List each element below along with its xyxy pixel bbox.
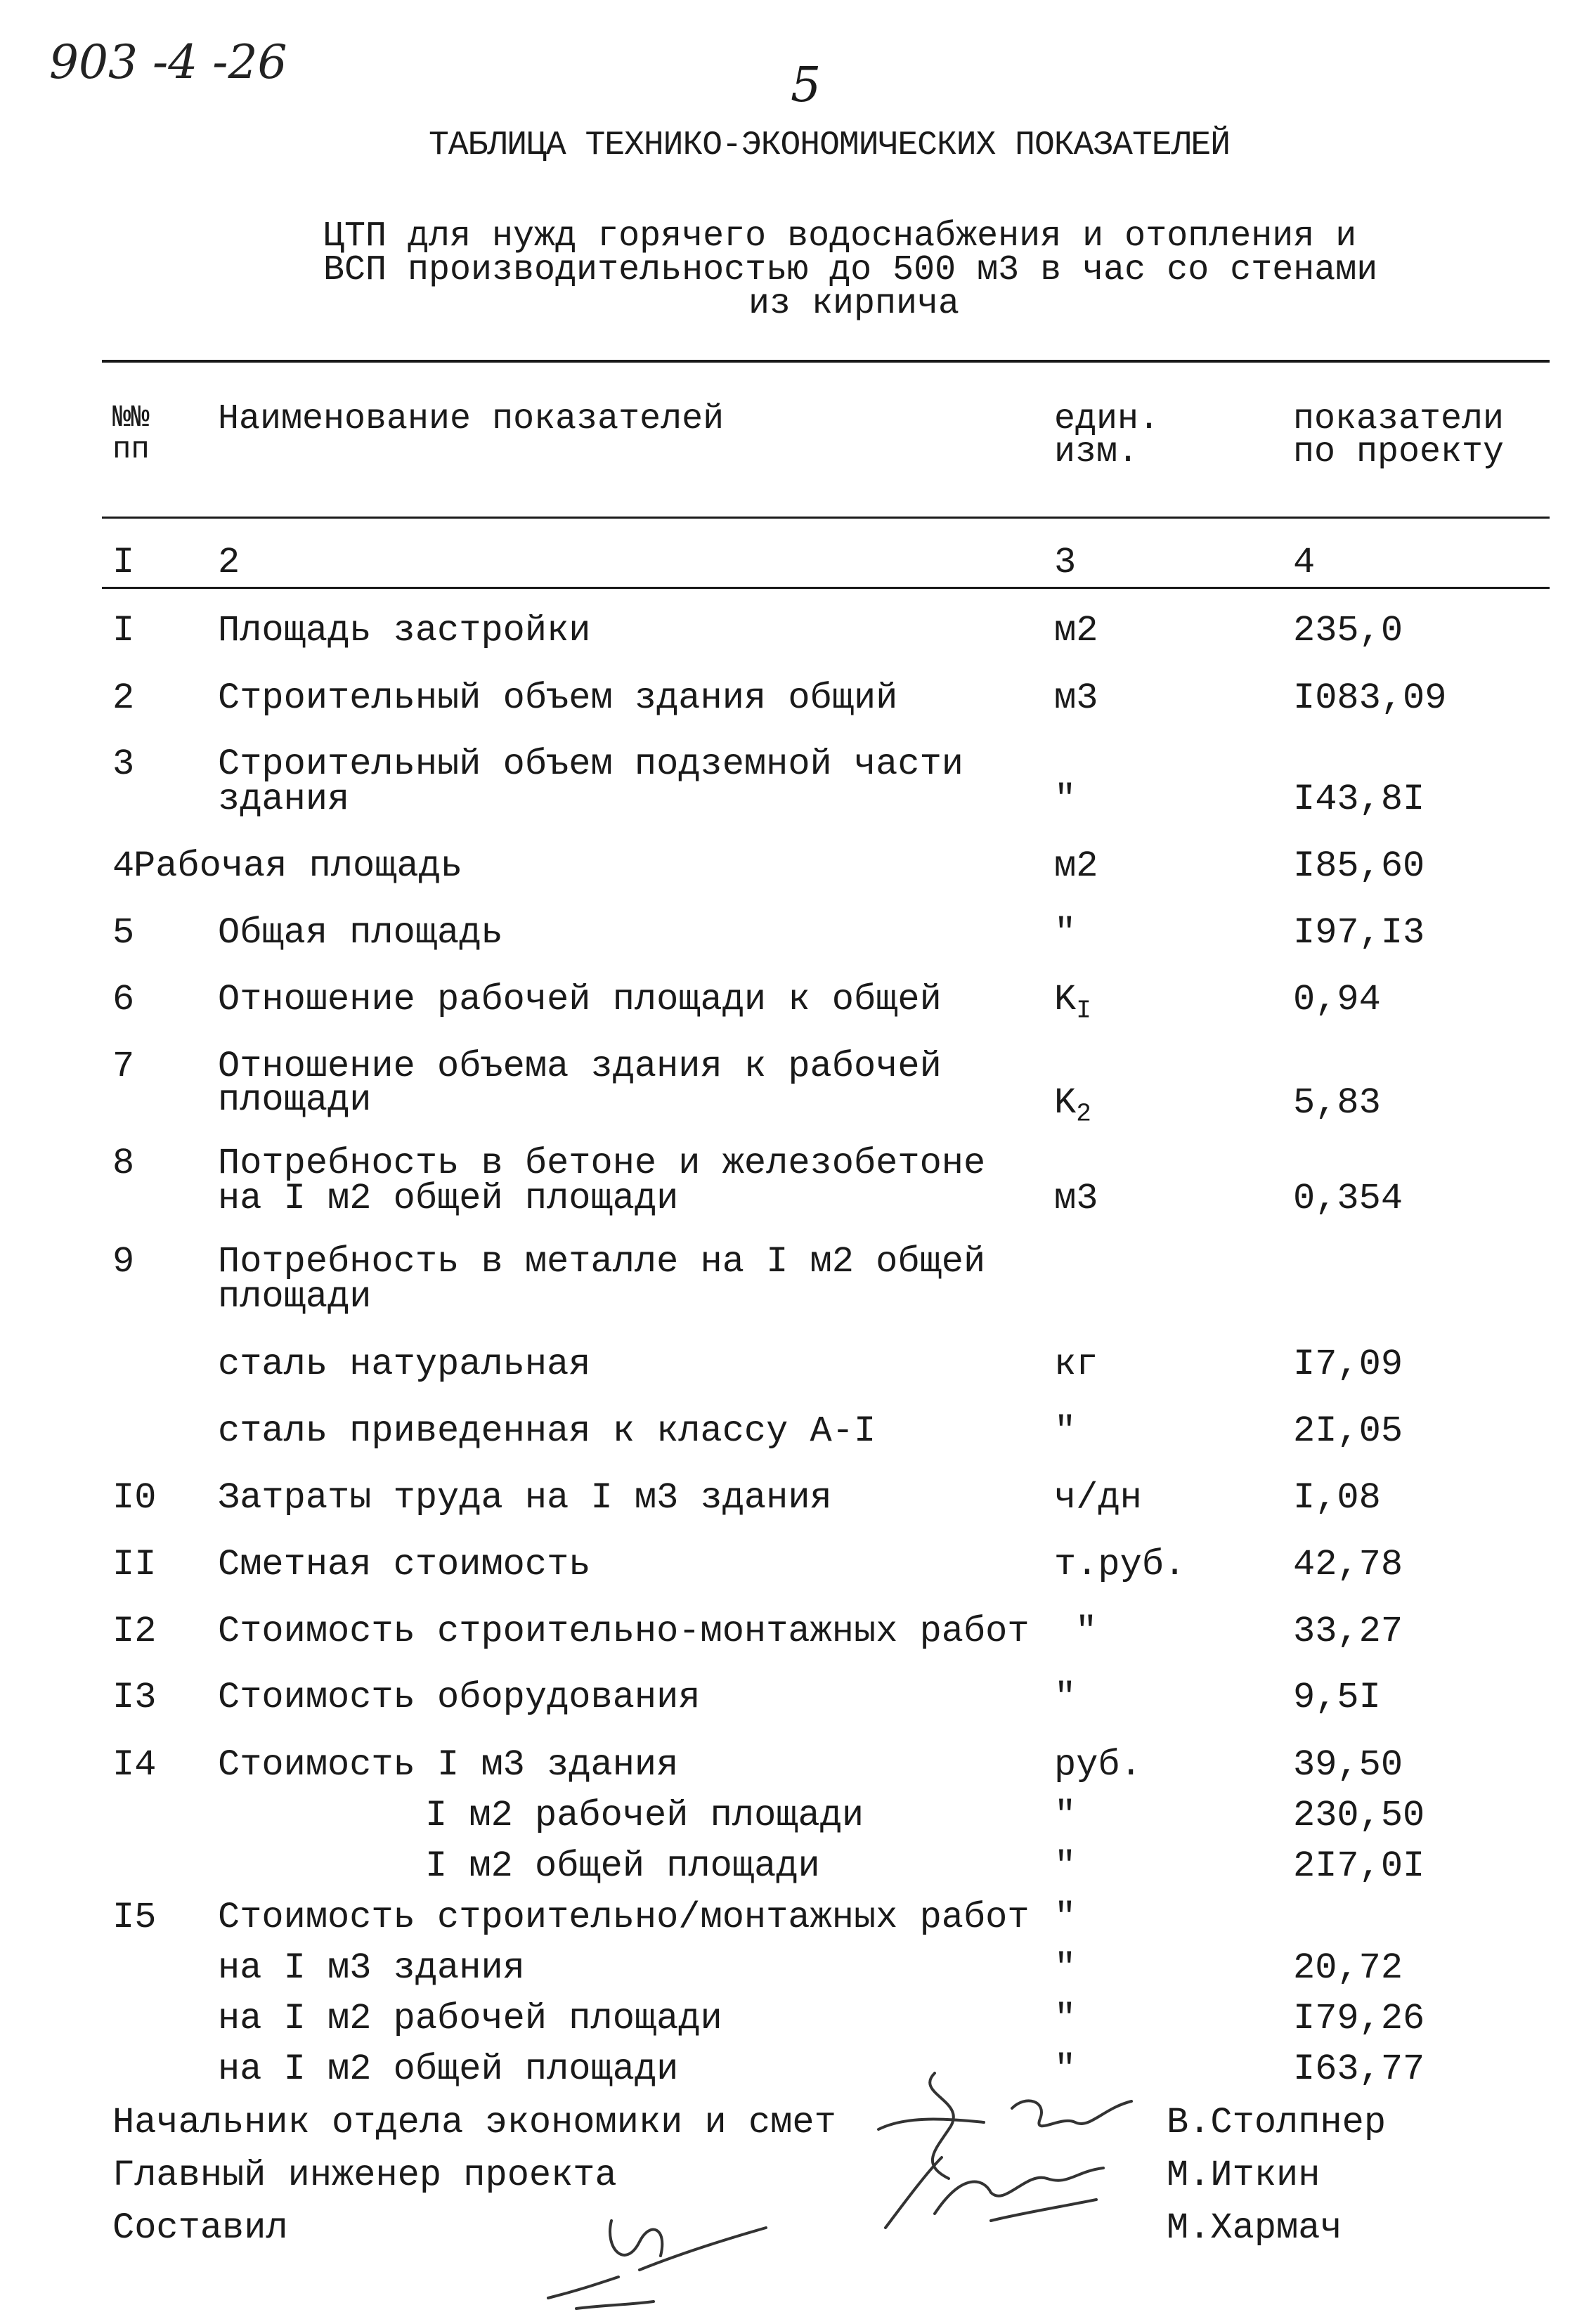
- row-num: I5: [112, 1897, 157, 1938]
- row-value: 230,50: [1293, 1795, 1425, 1836]
- unit-k-subscript: I: [1076, 996, 1091, 1025]
- row-num: I: [112, 610, 135, 651]
- table-header-rule: [102, 517, 1550, 519]
- row-unit: ": [1054, 1998, 1077, 2039]
- row-unit: ч/дн: [1054, 1477, 1142, 1519]
- row-name: Стоимость оборудования: [218, 1677, 701, 1718]
- row-value: 0,94: [1293, 979, 1381, 1020]
- row-value: I43,8I: [1293, 779, 1425, 820]
- row-unit: м3: [1054, 1178, 1098, 1219]
- row-name: Сметная стоимость: [218, 1544, 591, 1585]
- row-value: 5,83: [1293, 1082, 1381, 1124]
- row-unit: руб.: [1054, 1744, 1142, 1786]
- row-name: Потребность в металле на I м2 общей: [218, 1241, 986, 1283]
- unit-k: K: [1054, 979, 1077, 1020]
- row-value: I97,I3: [1293, 912, 1425, 954]
- subtitle-line-1: ЦТП для нужд горячего водоснабжения и отопления и: [323, 216, 1357, 257]
- signatory-name: М.Хармач: [1167, 2207, 1342, 2249]
- row-value: I79,26: [1293, 1998, 1425, 2039]
- row-num: I2: [112, 1611, 157, 1652]
- column-number: 4: [1293, 542, 1316, 583]
- signatory-name: В.Столпнер: [1167, 2102, 1387, 2143]
- signatory-role: Начальник отдела экономики и смет: [112, 2102, 836, 2143]
- row-num: 5: [112, 912, 135, 954]
- row-name: Площадь застройки: [218, 610, 591, 651]
- row-name: Строительный объем подземной части: [218, 744, 963, 785]
- row-name: Рабочая площадь: [134, 845, 463, 887]
- header-value-2: по проекту: [1293, 432, 1505, 472]
- row-num: 3: [112, 744, 135, 785]
- column-number: 2: [218, 542, 240, 583]
- row-name: сталь натуральная: [218, 1344, 591, 1385]
- signatory-role: Составил: [112, 2207, 288, 2249]
- row-name: сталь приведенная к классу А-I: [218, 1410, 876, 1452]
- row-num: I4: [112, 1744, 157, 1786]
- row-unit: т.руб.: [1054, 1544, 1186, 1585]
- row-unit-k: [1054, 1082, 1091, 1132]
- row-name: на I м2 общей площади: [218, 2049, 679, 2090]
- signatory-role: Главный инженер проекта: [112, 2155, 617, 2196]
- column-number: 3: [1054, 542, 1077, 583]
- row-name: Отношение рабочей площади к общей: [218, 979, 942, 1020]
- row-value: 20,72: [1293, 1947, 1403, 1989]
- row-unit: ": [1054, 1410, 1077, 1452]
- unit-k-subscript: 2: [1076, 1099, 1091, 1129]
- header-num-2: пп: [112, 432, 150, 467]
- row-name: Стоимость строительно/монтажных работ: [218, 1897, 1030, 1938]
- row-name: площади: [218, 1079, 372, 1121]
- row-num: I0: [112, 1477, 157, 1519]
- row-unit: ": [1054, 2049, 1077, 2090]
- row-value: 39,50: [1293, 1744, 1403, 1786]
- row-value: 2I7,0I: [1293, 1845, 1425, 1887]
- row-name: I м2 рабочей площади: [425, 1795, 864, 1836]
- row-name: Стоимость строительно-монтажных работ: [218, 1611, 1030, 1652]
- row-unit: ": [1054, 1897, 1077, 1938]
- row-unit: ": [1054, 1845, 1077, 1887]
- row-name: на I м2 общей площади: [218, 1178, 679, 1219]
- row-name: Общая площадь: [218, 912, 503, 954]
- signature-scribble-itkin: [864, 2129, 1160, 2242]
- row-name: Стоимость I м3 здания: [218, 1744, 679, 1786]
- row-name: площади: [218, 1276, 372, 1318]
- row-num: I3: [112, 1677, 157, 1718]
- page-title: ТАБЛИЦА ТЕХНИКО-ЭКОНОМИЧЕСКИХ ПОКАЗАТЕЛЕЙ: [429, 126, 1230, 164]
- row-num: 6: [112, 979, 135, 1020]
- row-unit: кг: [1054, 1344, 1098, 1385]
- row-value: I63,77: [1293, 2049, 1425, 2090]
- header-unit-1: един.: [1054, 399, 1160, 439]
- row-unit: ": [1054, 1677, 1077, 1718]
- handwritten-code: 903 -4 -26: [49, 35, 287, 89]
- row-num: 2: [112, 677, 135, 719]
- row-value: 0,354: [1293, 1178, 1403, 1219]
- row-name: Потребность в бетоне и железобетоне: [218, 1143, 986, 1184]
- header-num-1: №№: [112, 401, 150, 436]
- signature-scribble-kharmach: [534, 2200, 801, 2319]
- row-unit: ": [1054, 779, 1077, 820]
- row-num: 9: [112, 1241, 135, 1283]
- row-value: 9,5I: [1293, 1677, 1381, 1718]
- row-value: 235,0: [1293, 610, 1403, 651]
- row-unit: м3: [1054, 677, 1098, 719]
- row-name: на I м3 здания: [218, 1947, 525, 1989]
- subtitle-line-2: ВСП производительностью до 500 м3 в час со стенами: [323, 250, 1378, 290]
- row-value: I,08: [1293, 1477, 1381, 1519]
- signatory-name: М.Иткин: [1167, 2155, 1320, 2196]
- row-num: 7: [112, 1046, 135, 1087]
- row-name: на I м2 рабочей площади: [218, 1998, 722, 2039]
- row-name: здания: [218, 779, 350, 820]
- row-unit-k: [1054, 979, 1091, 1029]
- row-value: 33,27: [1293, 1611, 1403, 1652]
- row-num: II: [112, 1544, 157, 1585]
- row-name: Строительный объем здания общий: [218, 677, 898, 719]
- row-name: Затраты труда на I м3 здания: [218, 1477, 832, 1519]
- row-unit: м2: [1054, 610, 1098, 651]
- row-value: 2I,05: [1293, 1410, 1403, 1452]
- header-name: Наименование показателей: [218, 399, 725, 439]
- row-value: I85,60: [1293, 845, 1425, 887]
- row-unit: ": [1054, 912, 1077, 954]
- row-unit: ": [1054, 1795, 1077, 1836]
- row-name: I м2 общей площади: [425, 1845, 820, 1887]
- unit-k: K: [1054, 1082, 1077, 1124]
- column-number: I: [112, 542, 135, 583]
- page-number: 5: [791, 58, 822, 113]
- row-unit: м2: [1054, 845, 1098, 887]
- row-num: 4: [112, 845, 135, 887]
- row-value: 42,78: [1293, 1544, 1403, 1585]
- table-colnum-rule: [102, 587, 1550, 589]
- header-value-1: показатели: [1293, 399, 1505, 439]
- table-top-rule: [102, 360, 1550, 363]
- row-unit: ": [1054, 1947, 1077, 1989]
- header-unit-2: изм.: [1054, 432, 1139, 472]
- subtitle-line-3: из кирпича: [748, 284, 960, 324]
- row-unit: ": [1075, 1611, 1098, 1652]
- row-value: I083,09: [1293, 677, 1447, 719]
- row-name: Отношение объема здания к рабочей: [218, 1046, 942, 1087]
- row-num: 8: [112, 1143, 135, 1184]
- row-value: I7,09: [1293, 1344, 1403, 1385]
